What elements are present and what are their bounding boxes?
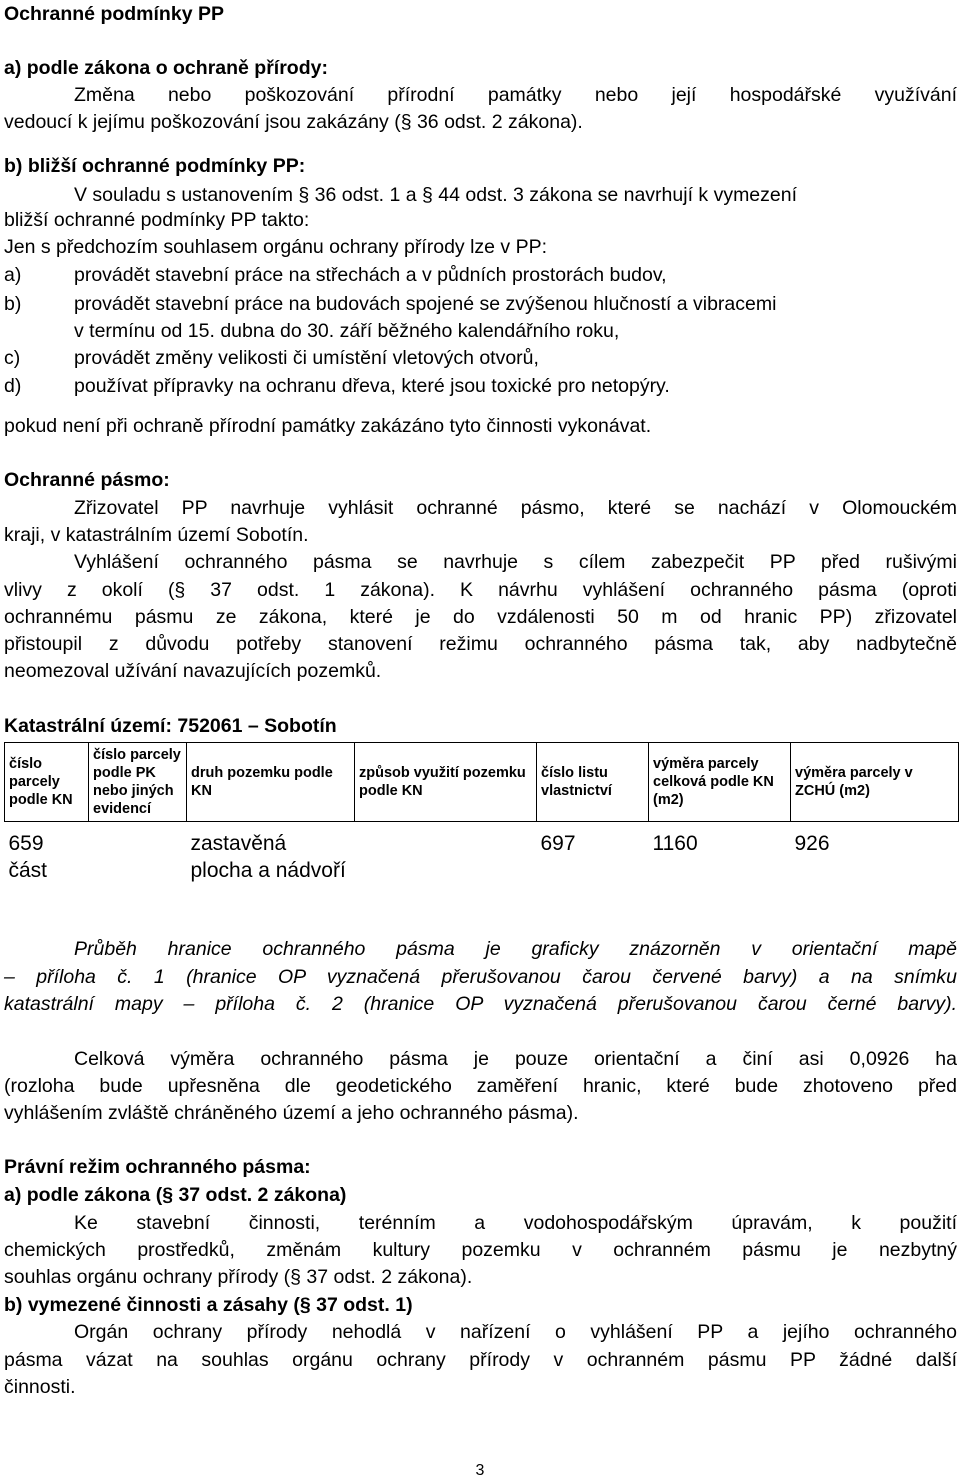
zone-p1-line2: kraji, v katastrálním území Sobotín.: [4, 524, 309, 546]
list-item: [4, 374, 670, 398]
list-item: [4, 263, 667, 287]
regime-sub-a: a) podle zákona (§ 37 odst. 2 zákona): [4, 1184, 347, 1206]
section-b-line1: V souladu s ustanovením § 36 odst. 1 a § 44 odst. 3 zákona se navrhují k vymezení: [74, 184, 798, 206]
section-a-heading: a) podle zákona o ochraně přírody:: [4, 57, 328, 79]
table-cell: 1160: [649, 822, 791, 888]
boundary-line1: Průběh hranice ochranného pásma je graficky znázorněn v orientační mapě: [74, 938, 957, 960]
table-cell: [355, 822, 537, 888]
zone-heading: Ochranné pásmo:: [4, 469, 170, 491]
list-item-continuation: v termínu od 15. dubna do 30. září běžného kalendářního roku,: [74, 320, 620, 342]
regime-a-line2: chemických prostředků, změnám kultury pozemku v ochranném pásmu je nezbytný: [4, 1239, 957, 1261]
table-cell: 926: [791, 822, 959, 888]
table-row: [5, 822, 959, 888]
section-b-line2: bližší ochranné podmínky PP takto:: [4, 209, 310, 231]
cadastre-table: [4, 742, 959, 887]
area-line3: vyhlášením zvláště chráněného území a jeho ochranného pásma).: [4, 1102, 579, 1124]
section-b-heading: b) bližší ochranné podmínky PP:: [4, 155, 306, 177]
list-label: d): [4, 375, 22, 397]
table-cell: zastavěná plocha a nádvoří: [187, 822, 355, 888]
section-b-closing: pokud není při ochraně přírodní památky zakázáno tyto činnosti vykonávat.: [4, 415, 652, 437]
zone-p2-line4: přistoupil z důvodu potřeby stanovení režimu ochranného pásma tak, aby nadbytečně: [4, 633, 957, 655]
section-a-line1: Změna nebo poškozování přírodní památky nebo její hospodářské využívání: [74, 84, 957, 106]
table-header-cell: výměra parcely celková podle KN (m2): [649, 743, 791, 822]
table-cell: 659 část: [5, 822, 89, 888]
table-header-cell: číslo parcely podle PK nebo jiných evidencí: [89, 743, 187, 822]
table-cell: [89, 822, 187, 888]
section-b-line3: Jen s předchozím souhlasem orgánu ochrany přírody lze v PP:: [4, 236, 548, 258]
boundary-line3: katastrální mapy – příloha č. 2 (hranice OP vyznačená přerušovanou čarou černé barvy).: [4, 993, 957, 1015]
table-header-row: [5, 743, 959, 822]
regime-b-line1: Orgán ochrany přírody nehodlá v nařízení o vyhlášení PP a jejího ochranného: [74, 1321, 957, 1343]
page-title: Ochranné podmínky PP: [4, 3, 224, 25]
list-item: [4, 346, 539, 370]
table-header-cell: číslo parcely podle KN: [5, 743, 89, 822]
list-text: provádět změny velikosti či umístění vletových otvorů,: [74, 347, 539, 369]
regime-sub-b: b) vymezené činnosti a zásahy (§ 37 odst. 1): [4, 1294, 413, 1316]
table-header-cell: číslo listu vlastnictví: [537, 743, 649, 822]
zone-p1-line1: Zřizovatel PP navrhuje vyhlásit ochranné pásmo, které se nachází v Olomouckém: [74, 497, 957, 519]
page-number: 3: [475, 1462, 485, 1479]
list-label: b): [4, 293, 22, 315]
zone-p2-line3: ochrannému pásmu ze zákona, které je do vzdálenosti 50 m od hranic PP) zřizovatel: [4, 606, 957, 628]
list-item: [4, 292, 776, 316]
list-text: provádět stavební práce na budovách spojené se zvýšenou hlučností a vibracemi: [74, 293, 777, 315]
zone-p2-line2: vlivy z okolí (§ 37 odst. 1 zákona). K návrhu vyhlášení ochranného pásma (oproti: [4, 579, 957, 601]
list-text: provádět stavební práce na střechách a v půdních prostorách budov,: [74, 264, 667, 286]
area-line2: (rozloha bude upřesněna dle geodetického zaměření hranic, které bude zhotoveno před: [4, 1075, 957, 1097]
regime-heading: Právní režim ochranného pásma:: [4, 1156, 311, 1178]
list-label: a): [4, 264, 22, 286]
list-text: používat přípravky na ochranu dřeva, které jsou toxické pro netopýry.: [74, 375, 670, 397]
regime-b-line2: pásma vázat na souhlas orgánu ochrany přírody v ochranném pásmu PP žádné další: [4, 1349, 957, 1371]
list-label: c): [4, 347, 21, 369]
section-a-line2: vedoucí k jejímu poškozování jsou zakázány (§ 36 odst. 2 zákona).: [4, 111, 583, 133]
regime-b-line3: činnosti.: [4, 1376, 76, 1398]
area-line1: Celková výměra ochranného pásma je pouze orientační a činí asi 0,0926 ha: [74, 1048, 957, 1070]
table-header-cell: druh pozemku podle KN: [187, 743, 355, 822]
table-header-cell: způsob využití pozemku podle KN: [355, 743, 537, 822]
zone-p2-line1: Vyhlášení ochranného pásma se navrhuje s cílem zabezpečit PP před rušivými: [74, 551, 957, 573]
table-header-cell: výměra parcely v ZCHÚ (m2): [791, 743, 959, 822]
regime-a-line3: souhlas orgánu ochrany přírody (§ 37 odst. 2 zákona).: [4, 1266, 473, 1288]
table-cell: 697: [537, 822, 649, 888]
zone-p2-line5: neomezoval užívání navazujících pozemků.: [4, 660, 382, 682]
cadastre-heading: Katastrální území: 752061 – Sobotín: [4, 715, 337, 737]
regime-a-line1: Ke stavební činnosti, terénním a vodohospodářským úpravám, k použití: [74, 1212, 957, 1234]
boundary-line2: – příloha č. 1 (hranice OP vyznačená přerušovanou čarou červené barvy) a na snímku: [4, 966, 957, 988]
